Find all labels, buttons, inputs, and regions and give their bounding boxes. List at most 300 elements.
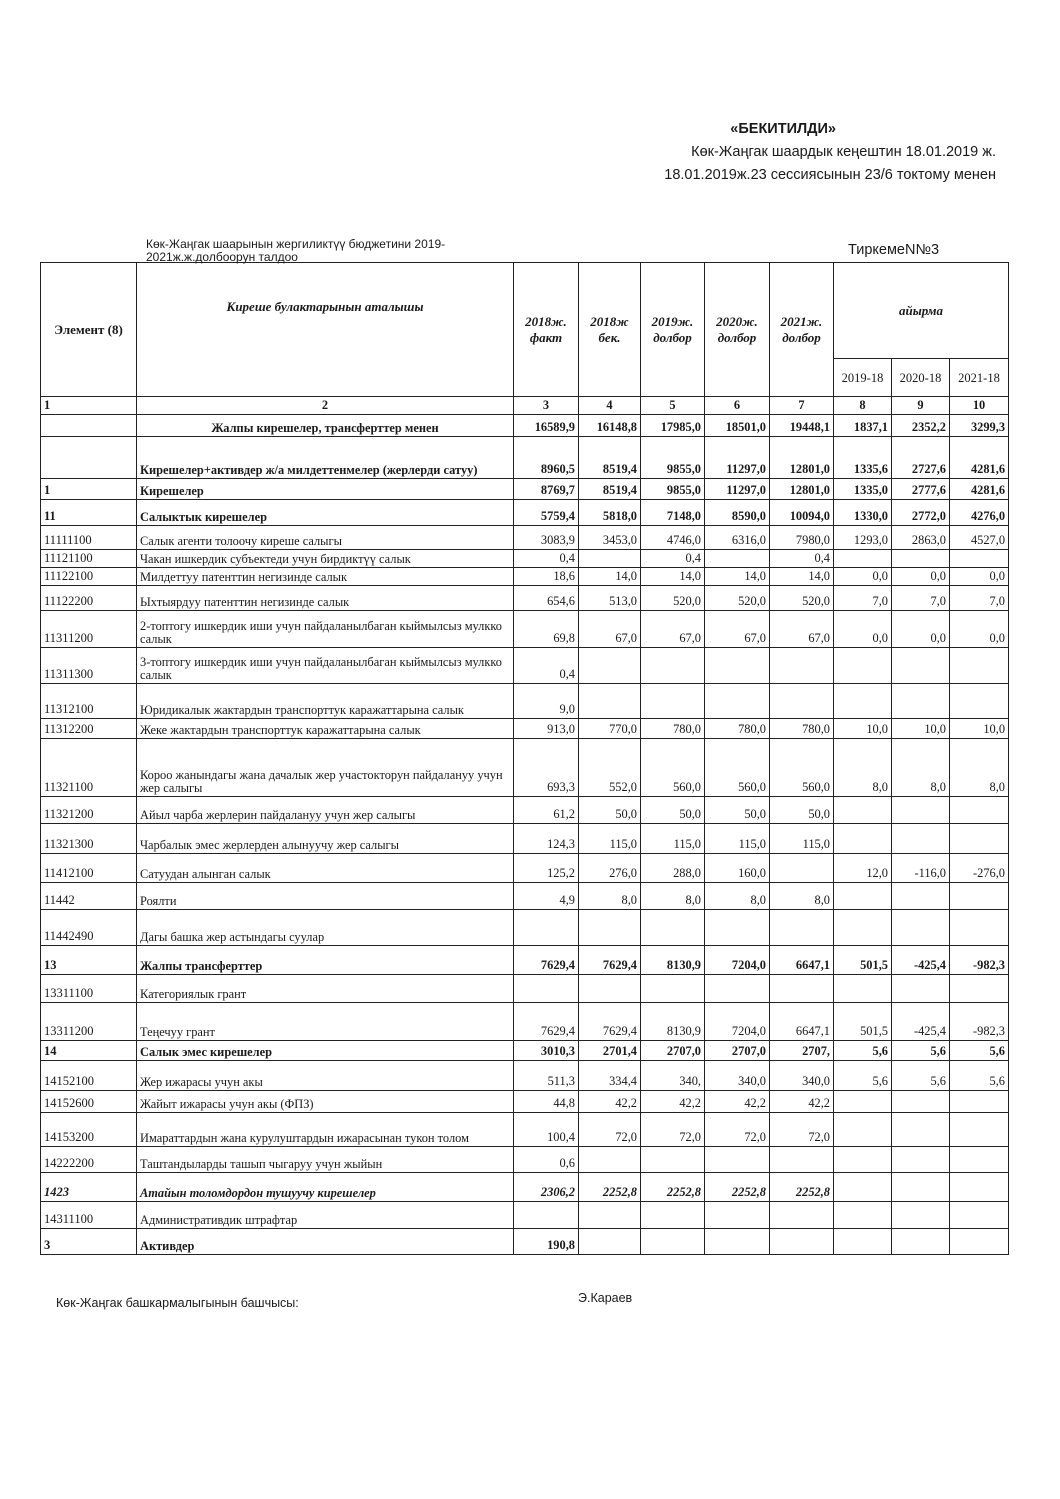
value-cell: 7629,4 xyxy=(579,1003,641,1041)
col-header-2021-draft: 2021ж. долбор xyxy=(770,263,834,397)
value-cell: 6647,1 xyxy=(770,946,834,975)
value-cell xyxy=(950,883,1009,910)
value-cell: 8,0 xyxy=(892,739,950,797)
value-cell: 8130,9 xyxy=(641,1003,705,1041)
value-cell: 780,0 xyxy=(705,719,770,739)
value-cell xyxy=(892,1229,950,1255)
value-cell: 100,4 xyxy=(514,1113,579,1147)
value-cell xyxy=(770,910,834,946)
col-header-element: Элемент (8) xyxy=(41,263,137,397)
value-cell xyxy=(950,1091,1009,1113)
element-code-cell: 11321200 xyxy=(41,797,137,824)
value-cell: 9855,0 xyxy=(641,437,705,479)
col-header-diff-2020: 2020-18 xyxy=(892,359,950,397)
element-code-cell: 14222200 xyxy=(41,1147,137,1173)
value-cell: 14,0 xyxy=(705,568,770,586)
value-cell: 6647,1 xyxy=(770,1003,834,1041)
index-cell: 7 xyxy=(770,397,834,415)
value-cell: 42,2 xyxy=(705,1091,770,1113)
value-cell: 69,8 xyxy=(514,611,579,648)
value-cell: 4746,0 xyxy=(641,526,705,550)
value-cell: 0,0 xyxy=(950,568,1009,586)
value-cell: 780,0 xyxy=(770,719,834,739)
value-cell xyxy=(950,824,1009,854)
revenue-source-cell: Дагы башка жер астындагы суулар xyxy=(137,910,514,946)
revenue-source-cell: Жайыт ижарасы учун акы (ФПЗ) xyxy=(137,1091,514,1113)
element-code-cell: 11122100 xyxy=(41,568,137,586)
value-cell xyxy=(950,684,1009,719)
revenue-source-cell: Чакан ишкердик субъектеди учун бирдиктүү салык xyxy=(137,550,514,568)
value-cell: 1330,0 xyxy=(834,500,892,526)
value-cell: 2252,8 xyxy=(705,1173,770,1202)
value-cell: 340,0 xyxy=(705,1061,770,1091)
value-cell xyxy=(892,883,950,910)
value-cell: 124,3 xyxy=(514,824,579,854)
revenue-source-cell: Жеке жактардын транспорттук каражаттарына салык xyxy=(137,719,514,739)
value-cell xyxy=(834,824,892,854)
value-cell: 3453,0 xyxy=(579,526,641,550)
revenue-source-cell: Чарбалык эмес жерлерден алынуучу жер салыгы xyxy=(137,824,514,854)
revenue-source-cell: Милдеттуу патенттин негизинде салык xyxy=(137,568,514,586)
value-cell: 8519,4 xyxy=(579,437,641,479)
element-code-cell xyxy=(41,415,137,437)
table-row xyxy=(41,1202,1009,1229)
value-cell: -276,0 xyxy=(950,854,1009,883)
value-cell: 8,0 xyxy=(834,739,892,797)
value-cell: 8519,4 xyxy=(579,479,641,500)
revenue-source-cell: Категориялык грант xyxy=(137,975,514,1003)
revenue-source-cell: Административдик штрафтар xyxy=(137,1202,514,1229)
value-cell xyxy=(770,1229,834,1255)
revenue-source-cell: Юридикалык жактардын транспорттук каражаттарына салык xyxy=(137,684,514,719)
table-row xyxy=(41,526,1009,550)
value-cell: 511,3 xyxy=(514,1061,579,1091)
value-cell: 50,0 xyxy=(579,797,641,824)
value-cell: 340,0 xyxy=(770,1061,834,1091)
value-cell xyxy=(579,684,641,719)
element-code-cell: 14311100 xyxy=(41,1202,137,1229)
value-cell: 2252,8 xyxy=(579,1173,641,1202)
value-cell: 2777,6 xyxy=(892,479,950,500)
value-cell: 42,2 xyxy=(641,1091,705,1113)
value-cell xyxy=(770,684,834,719)
value-cell: 190,8 xyxy=(514,1229,579,1255)
value-cell: 67,0 xyxy=(641,611,705,648)
value-cell: 10094,0 xyxy=(770,500,834,526)
value-cell: 2707,0 xyxy=(641,1041,705,1061)
value-cell xyxy=(834,1202,892,1229)
value-cell: 2772,0 xyxy=(892,500,950,526)
value-cell: 520,0 xyxy=(641,586,705,611)
value-cell: 7,0 xyxy=(834,586,892,611)
col-header-2019-draft: 2019ж. долбор xyxy=(641,263,705,397)
value-cell: 5,6 xyxy=(950,1041,1009,1061)
col-header-2018-approved: 2018ж бек. xyxy=(579,263,641,397)
value-cell xyxy=(834,1173,892,1202)
value-cell: 2707,0 xyxy=(705,1041,770,1061)
value-cell xyxy=(834,1147,892,1173)
value-cell xyxy=(950,1147,1009,1173)
element-code-cell xyxy=(41,437,137,479)
element-code-cell: 11442490 xyxy=(41,910,137,946)
table-row xyxy=(41,854,1009,883)
table-row xyxy=(41,883,1009,910)
value-cell xyxy=(892,975,950,1003)
table-row xyxy=(41,1113,1009,1147)
value-cell xyxy=(892,1147,950,1173)
value-cell: 8,0 xyxy=(641,883,705,910)
value-cell: 913,0 xyxy=(514,719,579,739)
value-cell: 11297,0 xyxy=(705,437,770,479)
value-cell: 4281,6 xyxy=(950,437,1009,479)
element-code-cell: 11321300 xyxy=(41,824,137,854)
approval-block xyxy=(664,118,996,187)
table-row xyxy=(41,797,1009,824)
value-cell: 0,0 xyxy=(834,568,892,586)
value-cell: 2252,8 xyxy=(641,1173,705,1202)
value-cell: 334,4 xyxy=(579,1061,641,1091)
value-cell: 7,0 xyxy=(950,586,1009,611)
value-cell: 1335,0 xyxy=(834,479,892,500)
table-row xyxy=(41,1091,1009,1113)
element-code-cell: 1 xyxy=(41,479,137,500)
value-cell xyxy=(705,648,770,684)
value-cell: -982,3 xyxy=(950,946,1009,975)
col-header-diff-2021: 2021-18 xyxy=(950,359,1009,397)
value-cell: 5,6 xyxy=(834,1061,892,1091)
value-cell: 3083,9 xyxy=(514,526,579,550)
value-cell: 11297,0 xyxy=(705,479,770,500)
value-cell: 50,0 xyxy=(770,797,834,824)
value-cell: 2306,2 xyxy=(514,1173,579,1202)
revenue-source-cell: 2-топтогу ишкердик иши учун пайдаланылбаган кыймылсыз мулкко салык xyxy=(137,611,514,648)
value-cell: 7629,4 xyxy=(579,946,641,975)
value-cell: 7204,0 xyxy=(705,1003,770,1041)
index-cell: 2 xyxy=(137,397,514,415)
element-code-cell: 11412100 xyxy=(41,854,137,883)
revenue-source-cell: Салык агенти толоочу киреше салыгы xyxy=(137,526,514,550)
value-cell: 552,0 xyxy=(579,739,641,797)
value-cell xyxy=(950,1113,1009,1147)
value-cell: 0,4 xyxy=(514,648,579,684)
value-cell xyxy=(892,550,950,568)
value-cell xyxy=(514,975,579,1003)
value-cell: 1335,6 xyxy=(834,437,892,479)
element-code-cell: 13311100 xyxy=(41,975,137,1003)
value-cell: 115,0 xyxy=(770,824,834,854)
value-cell: -116,0 xyxy=(892,854,950,883)
col-header-2020-draft: 2020ж. долбор xyxy=(705,263,770,397)
value-cell: 560,0 xyxy=(770,739,834,797)
approval-line-2: 18.01.2019ж.23 сессиясынын 23/6 токтому менен xyxy=(664,167,996,183)
element-code-cell: 11442 xyxy=(41,883,137,910)
document-subtitle: Көк-Жаңгак шаарынын жергиликтүү бюджетини 2019-2021ж.ж.долбоорун талдоо xyxy=(146,237,446,264)
value-cell: 12801,0 xyxy=(770,437,834,479)
value-cell: 42,2 xyxy=(579,1091,641,1113)
table-row xyxy=(41,975,1009,1003)
revenue-source-cell: Жер ижарасы учун акы xyxy=(137,1061,514,1091)
value-cell: 7148,0 xyxy=(641,500,705,526)
revenue-source-cell: Ыхтыярдуу патенттин негизинде салык xyxy=(137,586,514,611)
value-cell: 115,0 xyxy=(579,824,641,854)
value-cell: 5,6 xyxy=(892,1041,950,1061)
value-cell xyxy=(892,1202,950,1229)
value-cell: 2863,0 xyxy=(892,526,950,550)
value-cell: 9,0 xyxy=(514,684,579,719)
value-cell: 770,0 xyxy=(579,719,641,739)
value-cell: 7629,4 xyxy=(514,1003,579,1041)
element-code-cell: 1423 xyxy=(41,1173,137,1202)
value-cell: 14,0 xyxy=(579,568,641,586)
element-code-cell: 11111100 xyxy=(41,526,137,550)
value-cell: 288,0 xyxy=(641,854,705,883)
value-cell: 12801,0 xyxy=(770,479,834,500)
value-cell: 18,6 xyxy=(514,568,579,586)
value-cell: 6316,0 xyxy=(705,526,770,550)
table-row xyxy=(41,568,1009,586)
value-cell: 5759,4 xyxy=(514,500,579,526)
value-cell: 501,5 xyxy=(834,1003,892,1041)
value-cell: 0,6 xyxy=(514,1147,579,1173)
value-cell: 72,0 xyxy=(579,1113,641,1147)
value-cell: 2727,6 xyxy=(892,437,950,479)
value-cell xyxy=(579,1202,641,1229)
value-cell xyxy=(950,1173,1009,1202)
revenue-source-cell: Сатуудан алынган салык xyxy=(137,854,514,883)
value-cell xyxy=(770,975,834,1003)
value-cell: 7980,0 xyxy=(770,526,834,550)
value-cell xyxy=(641,684,705,719)
value-cell: 125,2 xyxy=(514,854,579,883)
column-index-row xyxy=(41,397,1009,415)
value-cell xyxy=(641,1147,705,1173)
table-row xyxy=(41,1003,1009,1041)
value-cell xyxy=(834,684,892,719)
value-cell: 50,0 xyxy=(705,797,770,824)
revenue-source-cell: Жалпы кирешелер, трансферттер менен xyxy=(137,415,514,437)
approval-line-1: Көк-Жаңгак шаардык кеңештин 18.01.2019 ж. xyxy=(691,144,996,160)
table-row xyxy=(41,1061,1009,1091)
value-cell xyxy=(892,1173,950,1202)
value-cell: 340, xyxy=(641,1061,705,1091)
value-cell xyxy=(641,648,705,684)
value-cell: 72,0 xyxy=(770,1113,834,1147)
value-cell: 5,6 xyxy=(834,1041,892,1061)
table-row xyxy=(41,719,1009,739)
value-cell: -982,3 xyxy=(950,1003,1009,1041)
value-cell xyxy=(950,1229,1009,1255)
element-code-cell: 13 xyxy=(41,946,137,975)
table-row xyxy=(41,1173,1009,1202)
value-cell: 10,0 xyxy=(834,719,892,739)
value-cell: 17985,0 xyxy=(641,415,705,437)
table-row xyxy=(41,739,1009,797)
value-cell: 5,6 xyxy=(950,1061,1009,1091)
value-cell: 8,0 xyxy=(579,883,641,910)
value-cell: 0,0 xyxy=(950,611,1009,648)
table-row xyxy=(41,824,1009,854)
table-row xyxy=(41,946,1009,975)
value-cell: 693,3 xyxy=(514,739,579,797)
value-cell xyxy=(834,1229,892,1255)
value-cell: 14,0 xyxy=(770,568,834,586)
value-cell xyxy=(834,975,892,1003)
index-cell: 10 xyxy=(950,397,1009,415)
approval-title: «БЕКИТИЛДИ» xyxy=(730,121,836,137)
value-cell xyxy=(641,910,705,946)
value-cell: -425,4 xyxy=(892,946,950,975)
element-code-cell: 13311200 xyxy=(41,1003,137,1041)
col-header-2018-fact: 2018ж. факт xyxy=(514,263,579,397)
index-cell: 8 xyxy=(834,397,892,415)
value-cell: 8,0 xyxy=(950,739,1009,797)
index-cell: 6 xyxy=(705,397,770,415)
element-code-cell: 11122200 xyxy=(41,586,137,611)
value-cell: 8,0 xyxy=(770,883,834,910)
value-cell xyxy=(892,1091,950,1113)
table-row xyxy=(41,415,1009,437)
signatory-position: Көк-Жаңгак башкармалыгынын башчысы: xyxy=(56,1296,299,1310)
annex-label: ТиркемеN№3 xyxy=(848,242,940,258)
value-cell: 2352,2 xyxy=(892,415,950,437)
revenue-source-cell: Кирешелер xyxy=(137,479,514,500)
value-cell xyxy=(579,975,641,1003)
value-cell: 654,6 xyxy=(514,586,579,611)
revenue-source-cell: Атайын толомдордон тушуучу кирешелер xyxy=(137,1173,514,1202)
value-cell: 5,6 xyxy=(892,1061,950,1091)
value-cell xyxy=(705,1202,770,1229)
index-cell: 5 xyxy=(641,397,705,415)
value-cell: 50,0 xyxy=(641,797,705,824)
value-cell: 12,0 xyxy=(834,854,892,883)
value-cell: 44,8 xyxy=(514,1091,579,1113)
value-cell: 2707, xyxy=(770,1041,834,1061)
value-cell xyxy=(705,910,770,946)
value-cell: 8130,9 xyxy=(641,946,705,975)
value-cell: 0,0 xyxy=(892,611,950,648)
value-cell: 501,5 xyxy=(834,946,892,975)
table-row xyxy=(41,437,1009,479)
value-cell: 160,0 xyxy=(705,854,770,883)
value-cell: 4,9 xyxy=(514,883,579,910)
value-cell xyxy=(834,1091,892,1113)
value-cell: 7,0 xyxy=(892,586,950,611)
value-cell xyxy=(892,824,950,854)
value-cell xyxy=(770,854,834,883)
value-cell: 10,0 xyxy=(892,719,950,739)
value-cell xyxy=(892,797,950,824)
index-cell: 1 xyxy=(41,397,137,415)
value-cell: 8,0 xyxy=(705,883,770,910)
value-cell xyxy=(950,550,1009,568)
value-cell xyxy=(579,648,641,684)
value-cell xyxy=(705,1147,770,1173)
index-cell: 9 xyxy=(892,397,950,415)
value-cell: 3010,3 xyxy=(514,1041,579,1061)
value-cell xyxy=(705,684,770,719)
value-cell: 14,0 xyxy=(641,568,705,586)
value-cell xyxy=(834,910,892,946)
value-cell: 72,0 xyxy=(641,1113,705,1147)
table-row xyxy=(41,500,1009,526)
value-cell xyxy=(770,648,834,684)
revenue-source-cell: Салыктык кирешелер xyxy=(137,500,514,526)
revenue-source-cell: Теңечуу грант xyxy=(137,1003,514,1041)
value-cell: 2252,8 xyxy=(770,1173,834,1202)
value-cell: 8769,7 xyxy=(514,479,579,500)
value-cell: 0,0 xyxy=(834,611,892,648)
element-code-cell: 14153200 xyxy=(41,1113,137,1147)
value-cell: 4527,0 xyxy=(950,526,1009,550)
col-header-difference: айырма xyxy=(834,263,1009,359)
value-cell: 276,0 xyxy=(579,854,641,883)
value-cell: 67,0 xyxy=(770,611,834,648)
table-row xyxy=(41,1229,1009,1255)
value-cell xyxy=(705,1229,770,1255)
table-row xyxy=(41,1147,1009,1173)
value-cell: 0,4 xyxy=(770,550,834,568)
value-cell xyxy=(834,883,892,910)
value-cell xyxy=(892,684,950,719)
value-cell xyxy=(641,1229,705,1255)
value-cell xyxy=(950,797,1009,824)
col-header-name: Киреше булактарынын аталышы xyxy=(137,263,514,397)
revenue-source-cell: Имараттардын жана курулуштардын ижарасынан тукон толом xyxy=(137,1113,514,1147)
table-row xyxy=(41,684,1009,719)
value-cell: 72,0 xyxy=(705,1113,770,1147)
signatory-name: Э.Караев xyxy=(578,1291,633,1305)
value-cell xyxy=(770,1147,834,1173)
value-cell xyxy=(892,1113,950,1147)
value-cell xyxy=(950,648,1009,684)
value-cell: 513,0 xyxy=(579,586,641,611)
value-cell: 8590,0 xyxy=(705,500,770,526)
budget-table xyxy=(40,262,1009,1255)
element-code-cell: 11311200 xyxy=(41,611,137,648)
value-cell: 2701,4 xyxy=(579,1041,641,1061)
value-cell: 10,0 xyxy=(950,719,1009,739)
value-cell xyxy=(950,910,1009,946)
element-code-cell: 11321100 xyxy=(41,739,137,797)
element-code-cell: 14152600 xyxy=(41,1091,137,1113)
col-header-diff-2019: 2019-18 xyxy=(834,359,892,397)
value-cell: 520,0 xyxy=(705,586,770,611)
revenue-source-cell: Активдер xyxy=(137,1229,514,1255)
element-code-cell: 14 xyxy=(41,1041,137,1061)
value-cell xyxy=(770,1202,834,1229)
value-cell: 115,0 xyxy=(705,824,770,854)
element-code-cell: 11 xyxy=(41,500,137,526)
table-row xyxy=(41,648,1009,684)
revenue-source-cell: Жалпы трансферттер xyxy=(137,946,514,975)
index-cell: 3 xyxy=(514,397,579,415)
value-cell: 67,0 xyxy=(579,611,641,648)
value-cell xyxy=(892,910,950,946)
value-cell xyxy=(514,1202,579,1229)
revenue-source-cell: Айыл чарба жерлерин пайдалануу учун жер салыгы xyxy=(137,797,514,824)
element-code-cell: 11312100 xyxy=(41,684,137,719)
value-cell: 16589,9 xyxy=(514,415,579,437)
value-cell xyxy=(834,550,892,568)
value-cell: 19448,1 xyxy=(770,415,834,437)
table-row xyxy=(41,1041,1009,1061)
value-cell: 9855,0 xyxy=(641,479,705,500)
element-code-cell: 11311300 xyxy=(41,648,137,684)
value-cell xyxy=(950,1202,1009,1229)
value-cell: 1293,0 xyxy=(834,526,892,550)
value-cell xyxy=(950,975,1009,1003)
value-cell xyxy=(641,975,705,1003)
